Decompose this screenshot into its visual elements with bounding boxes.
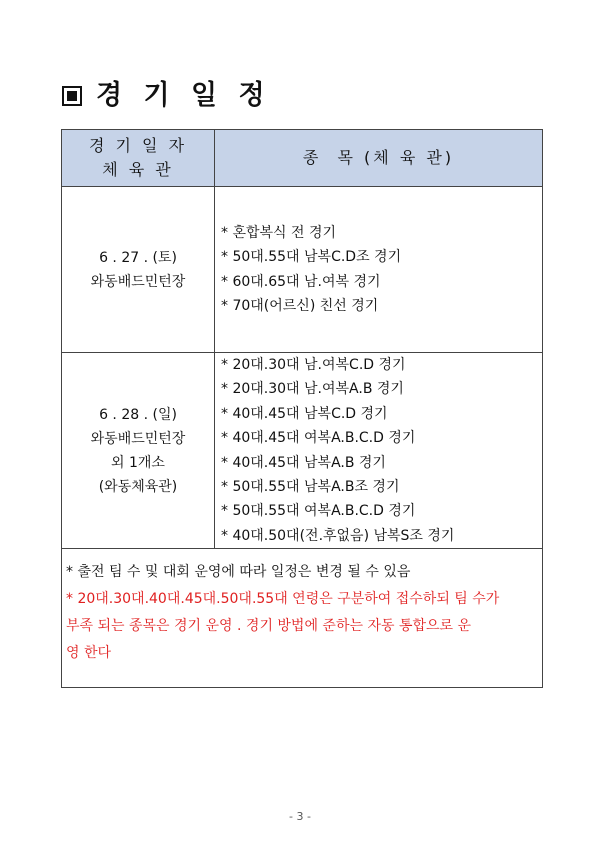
note-cell xyxy=(62,549,543,688)
event-item: * 40대.45대 남복C.D 경기 xyxy=(221,405,388,422)
event-item: * 60대.65대 남.여복 경기 xyxy=(221,273,381,290)
page-title xyxy=(62,78,271,114)
header-venue-label: 체 육 관 xyxy=(102,160,174,179)
event-item: * 혼합복식 전 경기 xyxy=(221,224,337,241)
date-text: 6 . 27 . (토) xyxy=(99,249,177,266)
header-row xyxy=(62,130,543,187)
event-item: * 50대.55대 남복C.D조 경기 xyxy=(221,249,402,266)
events-cell xyxy=(215,187,543,353)
event-item: * 20대.30대 남.여복C.D 경기 xyxy=(221,357,406,373)
schedule-table xyxy=(61,129,543,688)
table-row xyxy=(62,353,543,549)
event-item: * 40대.45대 여복A.B.C.D 경기 xyxy=(221,430,416,447)
date-text: 6 . 28 . (일) xyxy=(99,406,177,423)
date-cell xyxy=(62,353,215,549)
header-events-cell xyxy=(215,130,543,187)
venue-extra-text: (와동체육관) xyxy=(98,478,178,495)
event-item: * 20대.30대 남.여복A.B 경기 xyxy=(221,381,404,398)
note-red-text: * 20대.30대.40대.45대.50대.55대 연령은 구분하여 접수하되 팀 수가 xyxy=(66,591,500,608)
date-cell xyxy=(62,187,215,353)
venue-text: 와동배드민턴장 xyxy=(90,430,186,447)
event-item: * 70대(어르신) 친선 경기 xyxy=(221,297,379,314)
header-date-label: 경 기 일 자 xyxy=(88,136,188,155)
event-item: * 40대.45대 남복A.B 경기 xyxy=(221,454,386,471)
square-bullet-icon xyxy=(62,86,82,106)
table-row xyxy=(62,187,543,353)
event-item: * 50대.55대 여복A.B.C.D 경기 xyxy=(221,503,416,520)
note-red-text: 부족 되는 종목은 경기 운영 . 경기 방법에 준하는 자동 통합으로 운 xyxy=(66,618,472,635)
venue-extra-text: 외 1개소 xyxy=(111,454,165,471)
event-item: * 50대.55대 남복A.B조 경기 xyxy=(221,479,400,496)
header-date-cell xyxy=(62,130,215,187)
page-number: - 3 - xyxy=(289,810,311,823)
note-text: * 출전 팀 수 및 대회 운영에 따라 일정은 변경 될 수 있음 xyxy=(66,564,411,581)
events-cell xyxy=(215,353,543,549)
venue-text: 와동배드민턴장 xyxy=(90,273,186,290)
page-title-text: 경 기 일 정 xyxy=(96,80,271,111)
note-row xyxy=(62,549,543,688)
header-events-label: 종 목 (체 육 관) xyxy=(302,148,455,167)
event-item: * 40대.50대(전.후없음) 남복S조 경기 xyxy=(221,527,455,544)
note-red-text: 영 한다 xyxy=(66,645,112,662)
